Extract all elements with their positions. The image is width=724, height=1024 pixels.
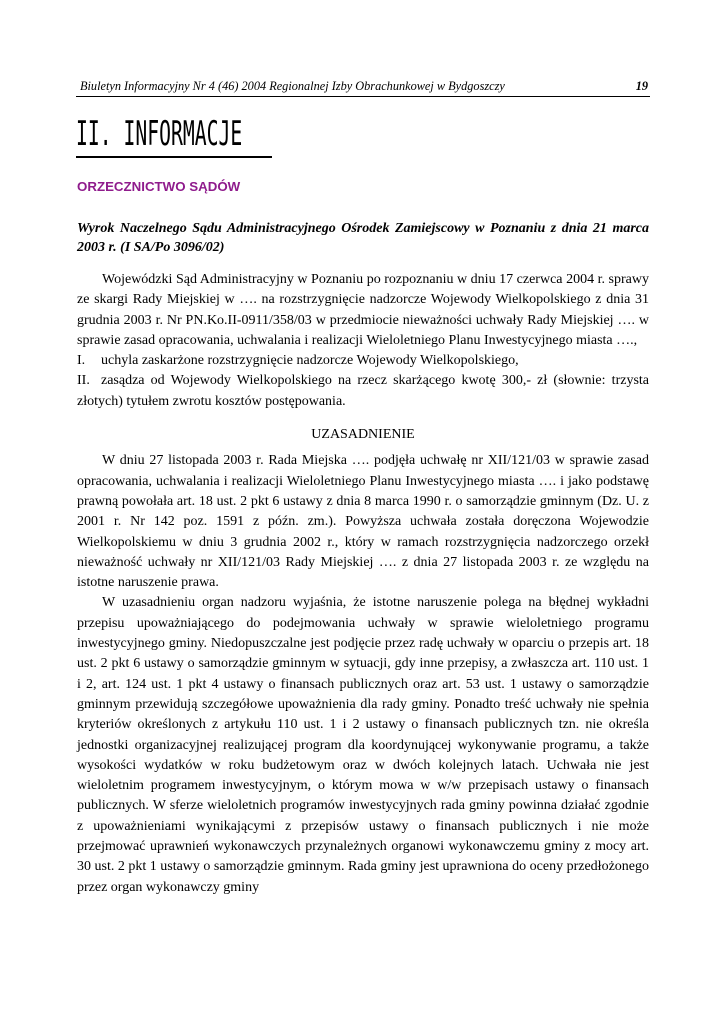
verdict-item-number: II.: [77, 373, 90, 389]
subsection-title: ORZECZNICTWO SĄDÓW: [77, 179, 241, 194]
justification-heading: UZASADNIENIE: [311, 427, 415, 443]
verdict-item-number: I.: [77, 353, 86, 369]
justification-paragraph: W uzasadnieniu organ nadzoru wyjaśnia, że istotne naruszenie polega na błędnej wykładni przepisu upoważniającego do podejmowania uchwały w sprawie wieloletniego programu inwestycyjnego gminy. Niedopuszczalne jest podjęcie przez radę uchwały w oparciu o przepis art. 18 ust. 2 pkt 6 ustawy o samorządzie gminnym w sytuacji, gdy inne przepisy, a zwłaszcza art. 110 ust. 1 i 2, art. 124 ust. 1 pkt 4 ustawy o finansach publicznych oraz art. 53 ust. 1 ustawy o samorządzie gminnym przewidują szczegółowe upoważnienia dla rady gminy. Ponadto treść uchwały nie spełnia kryteriów określonych z artykułu 110 ust. 1 i 2 ustawy o finansach publicznych tzn. nie określa jednostki organizacyjnej realizującej program dla koordynującej wykonywanie programu, a także wysokości wydatków w roku budżetowym oraz w dwóch kolejnych latach. Uchwała nie jest wieloletnim programem inwestycyjnym, o którym mowa w w/w przepisach ustawy o finansach publicznych. W sferze wieloletnich programów inwestycyjnych rada gminy powinna działać zgodnie z upoważnieniami wynikającymi z przepisów ustawy o finansach publicznych i nie może przejmować uprawnień wykonawczych przynależnych organowi wykonawczemu gminy z mocy art. 30 ust. 2 pkt 1 ustawy o samorządzie gminnym. Rada gminy jest uprawniona do oceny przedłożonego przez organ wykonawczy gminy: [77, 595, 649, 895]
intro-paragraph: Wojewódzki Sąd Administracyjny w Poznaniu po rozpoznaniu w dniu 17 czerwca 2004 r. sprawy ze skargi Rady Miejskiej w …. na rozstrzygnięcie nadzorcze Wojewody Wielkopolskiego z dnia 31 grudnia 2003 r. Nr PN.Ko.II-0911/358/03 w przedmiocie nieważności uchwały Rady Miejskiej …. w sprawie zasad opracowania, uchwalania i realizacji Wieloletniego Planu Inwestycyjnego miasta ….,: [77, 272, 649, 348]
section-title: II. INFORMACJE: [76, 114, 243, 154]
bulletin-title: Biuletyn Informacyjny Nr 4 (46) 2004 Regionalnej Izby Obrachunkowej w Bydgoszczy: [80, 79, 505, 93]
section-title-underline: [76, 156, 272, 158]
verdict-item: [77, 371, 649, 412]
verdict-item-text: uchyla zaskarżone rozstrzygnięcie nadzorcze Wojewody Wielkopolskiego,: [101, 353, 519, 369]
running-header: [76, 78, 650, 97]
justification-paragraph: W dniu 27 listopada 2003 r. Rada Miejska …. podjęła uchwałę nr XII/121/03 w sprawie zasad opracowania, uchwalania i realizacji Wieloletniego Planu Inwestycyjnego miasta …. i jako podstawę prawną powołała art. 18 ust. 2 pkt 6 ustawy z dnia 8 marca 1990 r. o samorządzie gminnym (Dz. U. z 2001 r. Nr 142 poz. 1591 z późn. zm.). Powyższa uchwała została doręczona Wojewodzie Wielkopolskiemu w dniu 3 grudnia 2002 r., który w ramach rozstrzygnięcia nadzorczego orzekł nieważność uchwały nr XII/121/03 Rady Miejskiej …. z dnia 27 listopada 2003 r. ze względu na istotne naruszenie prawa.: [77, 453, 649, 591]
page-number: 19: [635, 79, 648, 93]
judgment-title: Wyrok Naczelnego Sądu Administracyjnego Ośrodek Zamiejscowy w Poznaniu z dnia 21 marca 2003 r. (I SA/Po 3096/02): [77, 221, 649, 255]
verdict-item: [77, 351, 649, 371]
verdict-item-text: zasądza od Wojewody Wielkopolskiego na rzecz skarżącego kwotę 300,- zł (słownie: trzysta złotych) tytułem zwrotu kosztów postępowania.: [77, 373, 649, 409]
document-body: [77, 270, 649, 898]
